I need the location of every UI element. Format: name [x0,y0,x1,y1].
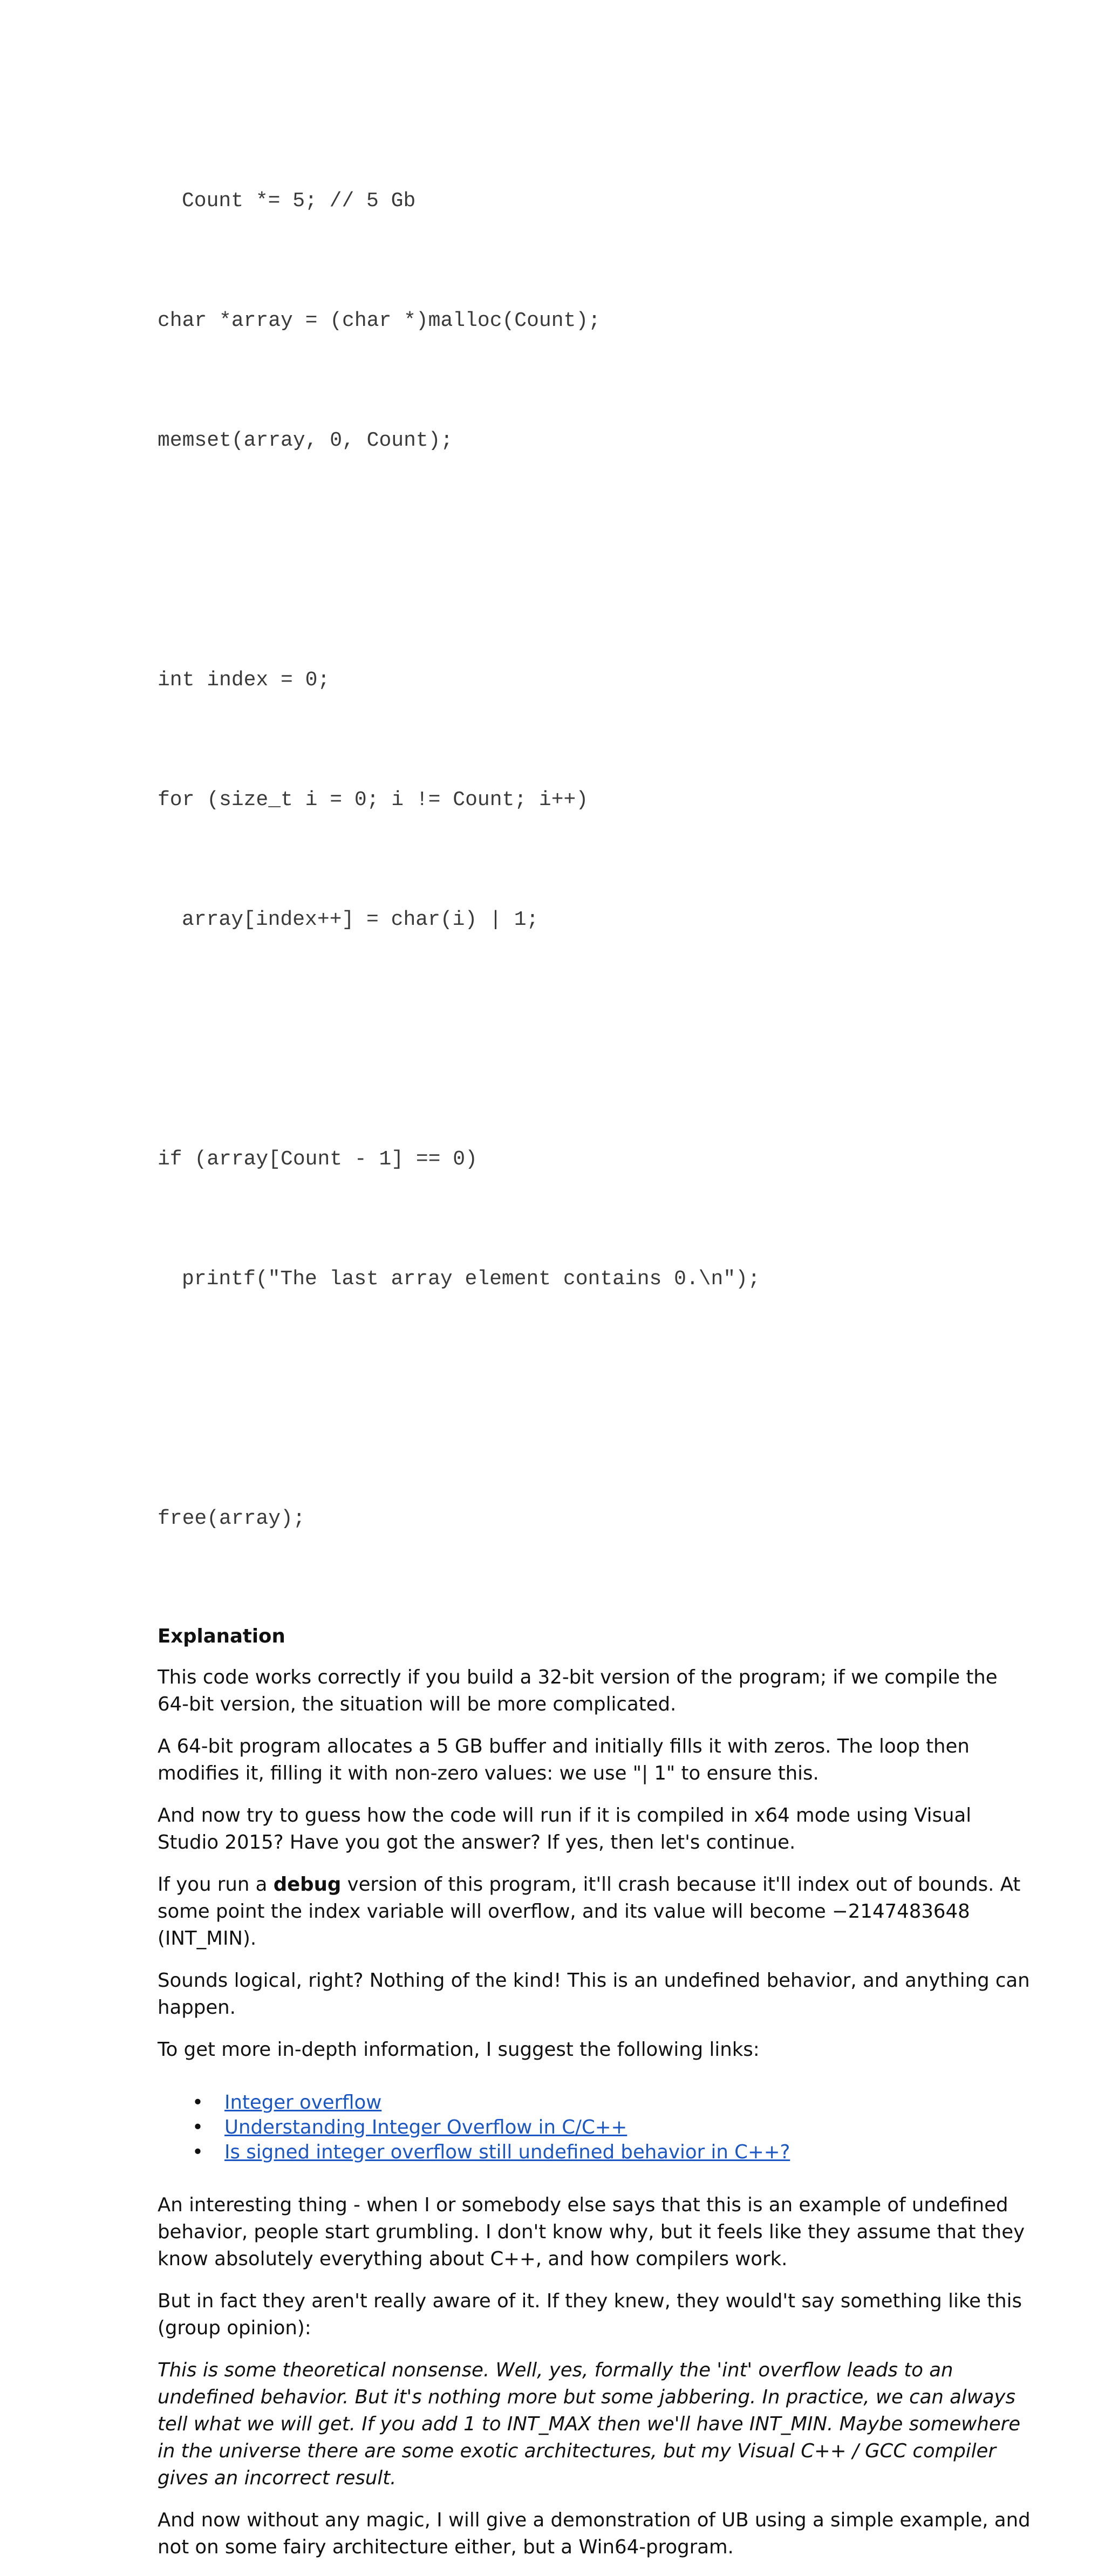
code-line: for (size_t i = 0; i != Count; i++) [158,788,589,812]
code-line-blank [158,1020,1032,1060]
text-run: version of this program, it'll crash because it'll index out of bounds. At some point the index variable will overflow, and its value will become −2147483648 (INT_MIN). [158,1873,1021,1950]
paragraph: But in fact they aren't really aware of it. If they knew, they would't say something like this (group opinion): [158,2290,1022,2339]
document-page [158,101,1032,2576]
list-item [158,2140,1032,2165]
paragraph: Sounds logical, right? Nothing of the kind! This is an undefined behavior, and anything can happen. [158,1970,1030,2019]
paragraph: To get more in-depth information, I suggest the following links: [158,2039,760,2061]
paragraph: A 64-bit program allocates a 5 GB buffer and initially fills it with zeros. The loop then modifies it, filling it with non-zero values: we use "| 1" to ensure this. [158,1735,970,1784]
bullet-icon: • [192,2141,203,2163]
paragraph: And now try to guess how the code will run if it is compiled in x64 mode using Visual Studio 2015? Have you got the answer? If yes, then let's continue. [158,1804,972,1853]
list-item [158,2115,1032,2140]
code-line: int index = 0; [158,669,330,692]
paragraph: This code works correctly if you build a 32-bit version of the program; if we compile the 64-bit version, the situation will be more complicated. [158,1666,998,1715]
code-line-blank [158,1379,1032,1419]
code-line: if (array[Count - 1] == 0) [158,1148,478,1171]
list-item [158,2090,1032,2115]
paragraph: An interesting thing - when I or somebody else says that this is an example of undefined behavior, people start grumbling. I don't know why, but it feels like they assume that they know absolutely everything about C++, and how compilers work. [158,2194,1025,2270]
code-line-blank [158,541,1032,581]
link-understanding-integer-overflow[interactable]: Understanding Integer Overflow in C/C++ [224,2116,627,2138]
quote-paragraph: This is some theoretical nonsense. Well, yes, formally the 'int' overflow leads to an undefined behavior. But it's nothing more but some jabbering. In practice, we can always tell what we will get. If you add 1 to INT_MAX then we'll have INT_MIN. Maybe somewhere in the universe there are some exotic architectures, but my Visual C++ / GCC compiler gives an incorrect result. [158,2359,1021,2489]
bullet-icon: • [192,2116,203,2138]
paragraph: And now without any magic, I will give a demonstration of UB using a simple example, and not on some fairy architecture either, but a Win64-program. [158,2509,1031,2558]
article-body [158,1623,1032,2561]
text-run: If you run a [158,1873,274,1896]
code-line: free(array); [158,1507,305,1530]
section-heading: Explanation [158,1625,285,1647]
paragraph-debug [158,1871,1032,1952]
code-line: Count *= 5; // 5 Gb [182,189,416,213]
code-line: memset(array, 0, Count); [158,429,453,452]
bold-text: debug [273,1873,342,1896]
code-line: char *array = (char *)malloc(Count); [158,309,601,332]
links-list [158,2090,1032,2165]
link-integer-overflow[interactable]: Integer overflow [224,2091,382,2114]
bullet-icon: • [192,2091,203,2114]
code-line: printf("The last array element contains 0.\n"); [182,1267,760,1291]
code-block [158,101,1032,1619]
code-line: array[index++] = char(i) | 1; [182,908,539,931]
link-signed-integer-overflow-ub[interactable]: Is signed integer overflow still undefined behavior in C++? [224,2141,790,2163]
